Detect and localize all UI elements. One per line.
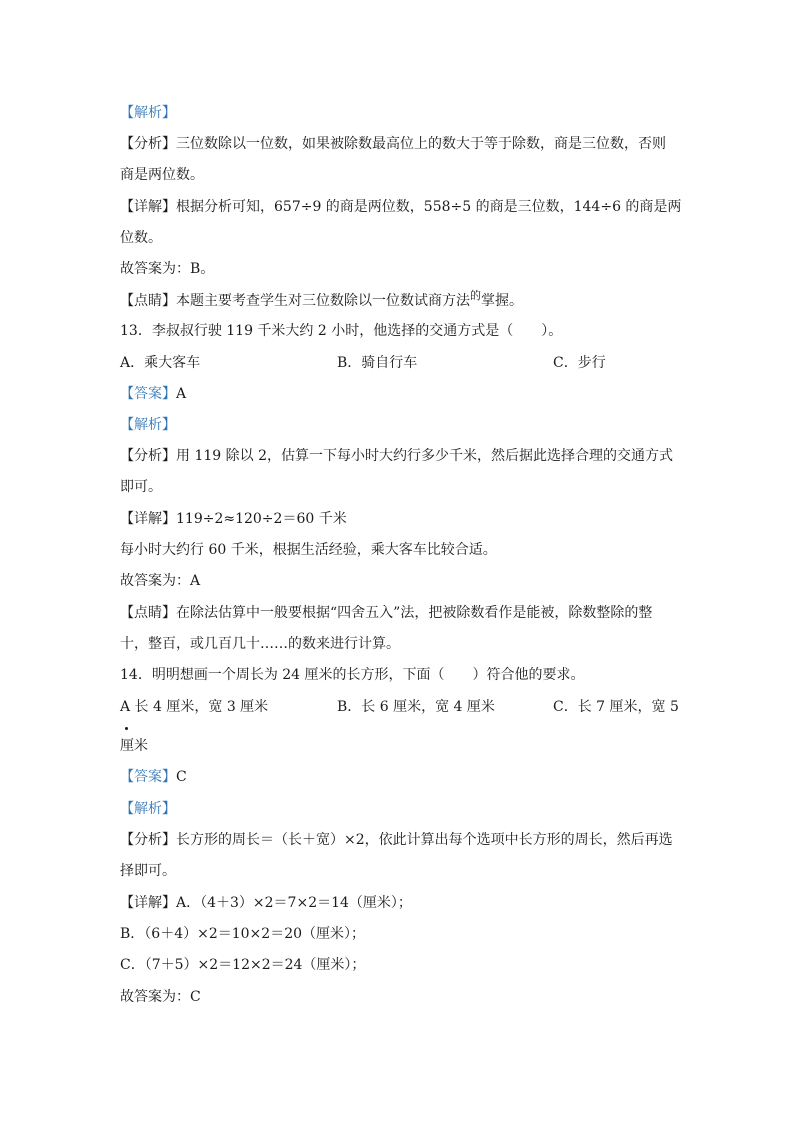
q13-question: 13．李叔叔行驶 119 千米大约 2 小时，他选择的交通方式是（ ）。 [120,323,563,339]
q12-detail-line-2: 位数。 [120,230,162,246]
q14-detail-line-1 [120,894,412,912]
q14-detail-line-b: B．（6＋4）×2＝10×2＝20（厘米）； [120,926,366,942]
q14-answer [120,768,187,786]
q12-remark-text-b: 掌握。 [481,293,523,309]
q14-answer-value: C [176,769,187,785]
tag-xiangjie: 【详解】 [120,199,176,215]
tag-fenxi: 【分析】 [120,136,176,152]
tag-jiexi-13: 【解析】 [120,417,176,433]
q12-remark-sup: 的 [470,289,481,302]
tag-dianjing-13: 【点睛】 [120,605,176,621]
q12-detail-text-1: 根据分析可知，657÷9 的商是两位数，558÷5 的商是三位数，144÷6 的商是两 [176,199,682,215]
tag-xiangjie-13: 【详解】 [120,511,176,527]
tag-xiangjie-14: 【详解】 [120,895,176,911]
q12-answer: 故答案为：B。 [120,261,215,277]
tag-fenxi-13: 【分析】 [120,448,176,464]
q14-option-c: C．长 7 厘米，宽 5 [553,699,679,715]
tag-jiexi: 【解析】 [120,105,176,121]
tag-fenxi-14: 【分析】 [120,832,176,848]
q13-remark-line-1 [120,604,652,622]
q13-answer [120,385,186,403]
q14-option-b: B．长 6 厘米，宽 4 厘米 [337,699,495,715]
section-label-analysis [120,104,176,122]
q13-analysis-text-1: 用 119 除以 2，估算一下每小时大约行多少千米，然后据此选择合理的交通方式 [176,448,673,464]
q12-remark-text-a: 本题主要考查学生对三位数除以一位数试商方法 [176,293,470,309]
q13-option-a: A．乘大客车 [120,355,201,371]
q14-detail-text-a: A．（4＋3）×2＝7×2＝14（厘米）； [176,895,412,911]
q13-section-label-analysis [120,416,176,434]
q12-analysis-line-1 [120,135,666,153]
q12-detail-line-1 [120,198,681,216]
q12-analysis-line-2: 商是两位数。 [120,167,204,183]
q13-remark-text-1: 在除法估算中一般要根据“四舍五入”法，把被除数看作是能被，除数整除的整 [176,605,653,621]
q14-analysis-line-2: 择即可。 [120,863,176,879]
q13-option-c: C．步行 [553,355,606,371]
q13-option-b: B．骑自行车 [337,355,418,371]
q13-answer-value: A [176,386,187,402]
q14-analysis-text-1: 长方形的周长＝（长＋宽）×2，依此计算出每个选项中长方形的周长，然后再选 [176,832,673,848]
tag-dianjing: 【点睛】 [120,293,176,309]
q12-remark [120,289,523,311]
q14-section-label-analysis [120,800,176,818]
tag-jiexi-14: 【解析】 [120,801,176,817]
q13-detail-text-1: 119÷2≈120÷2＝60 千米 [176,511,347,527]
q14-question: 14．明明想画一个周长为 24 厘米的长方形，下面（ ）符合他的要求。 [120,667,585,683]
q13-analysis-line-1 [120,447,673,465]
q13-detail-line-1 [120,510,347,528]
q13-analysis-line-2: 即可。 [120,479,162,495]
q14-analysis-line-1 [120,831,673,849]
q13-remark-line-2: 十，整百，或几百几十……的数来进行计算。 [120,636,400,652]
tag-daan: 【答案】 [120,386,176,402]
q14-option-c-continuation: 厘米 [120,738,148,754]
q12-analysis-text-1: 三位数除以一位数，如果被除数最高位上的数大于等于除数，商是三位数，否则 [176,136,666,152]
q13-detail-line-2: 每小时大约行 60 千米，根据生活经验，乘大客车比较合适。 [120,542,497,558]
q14-option-a: A 长 4 厘米，宽 3 厘米 [120,699,269,715]
q14-detail-line-c: C．（7＋5）×2＝12×2＝24（厘米）； [120,957,366,973]
tag-daan-14: 【答案】 [120,769,176,785]
q14-final: 故答案为：C [120,989,201,1005]
q13-final: 故答案为：A [120,573,201,589]
decorative-dot [125,727,128,730]
